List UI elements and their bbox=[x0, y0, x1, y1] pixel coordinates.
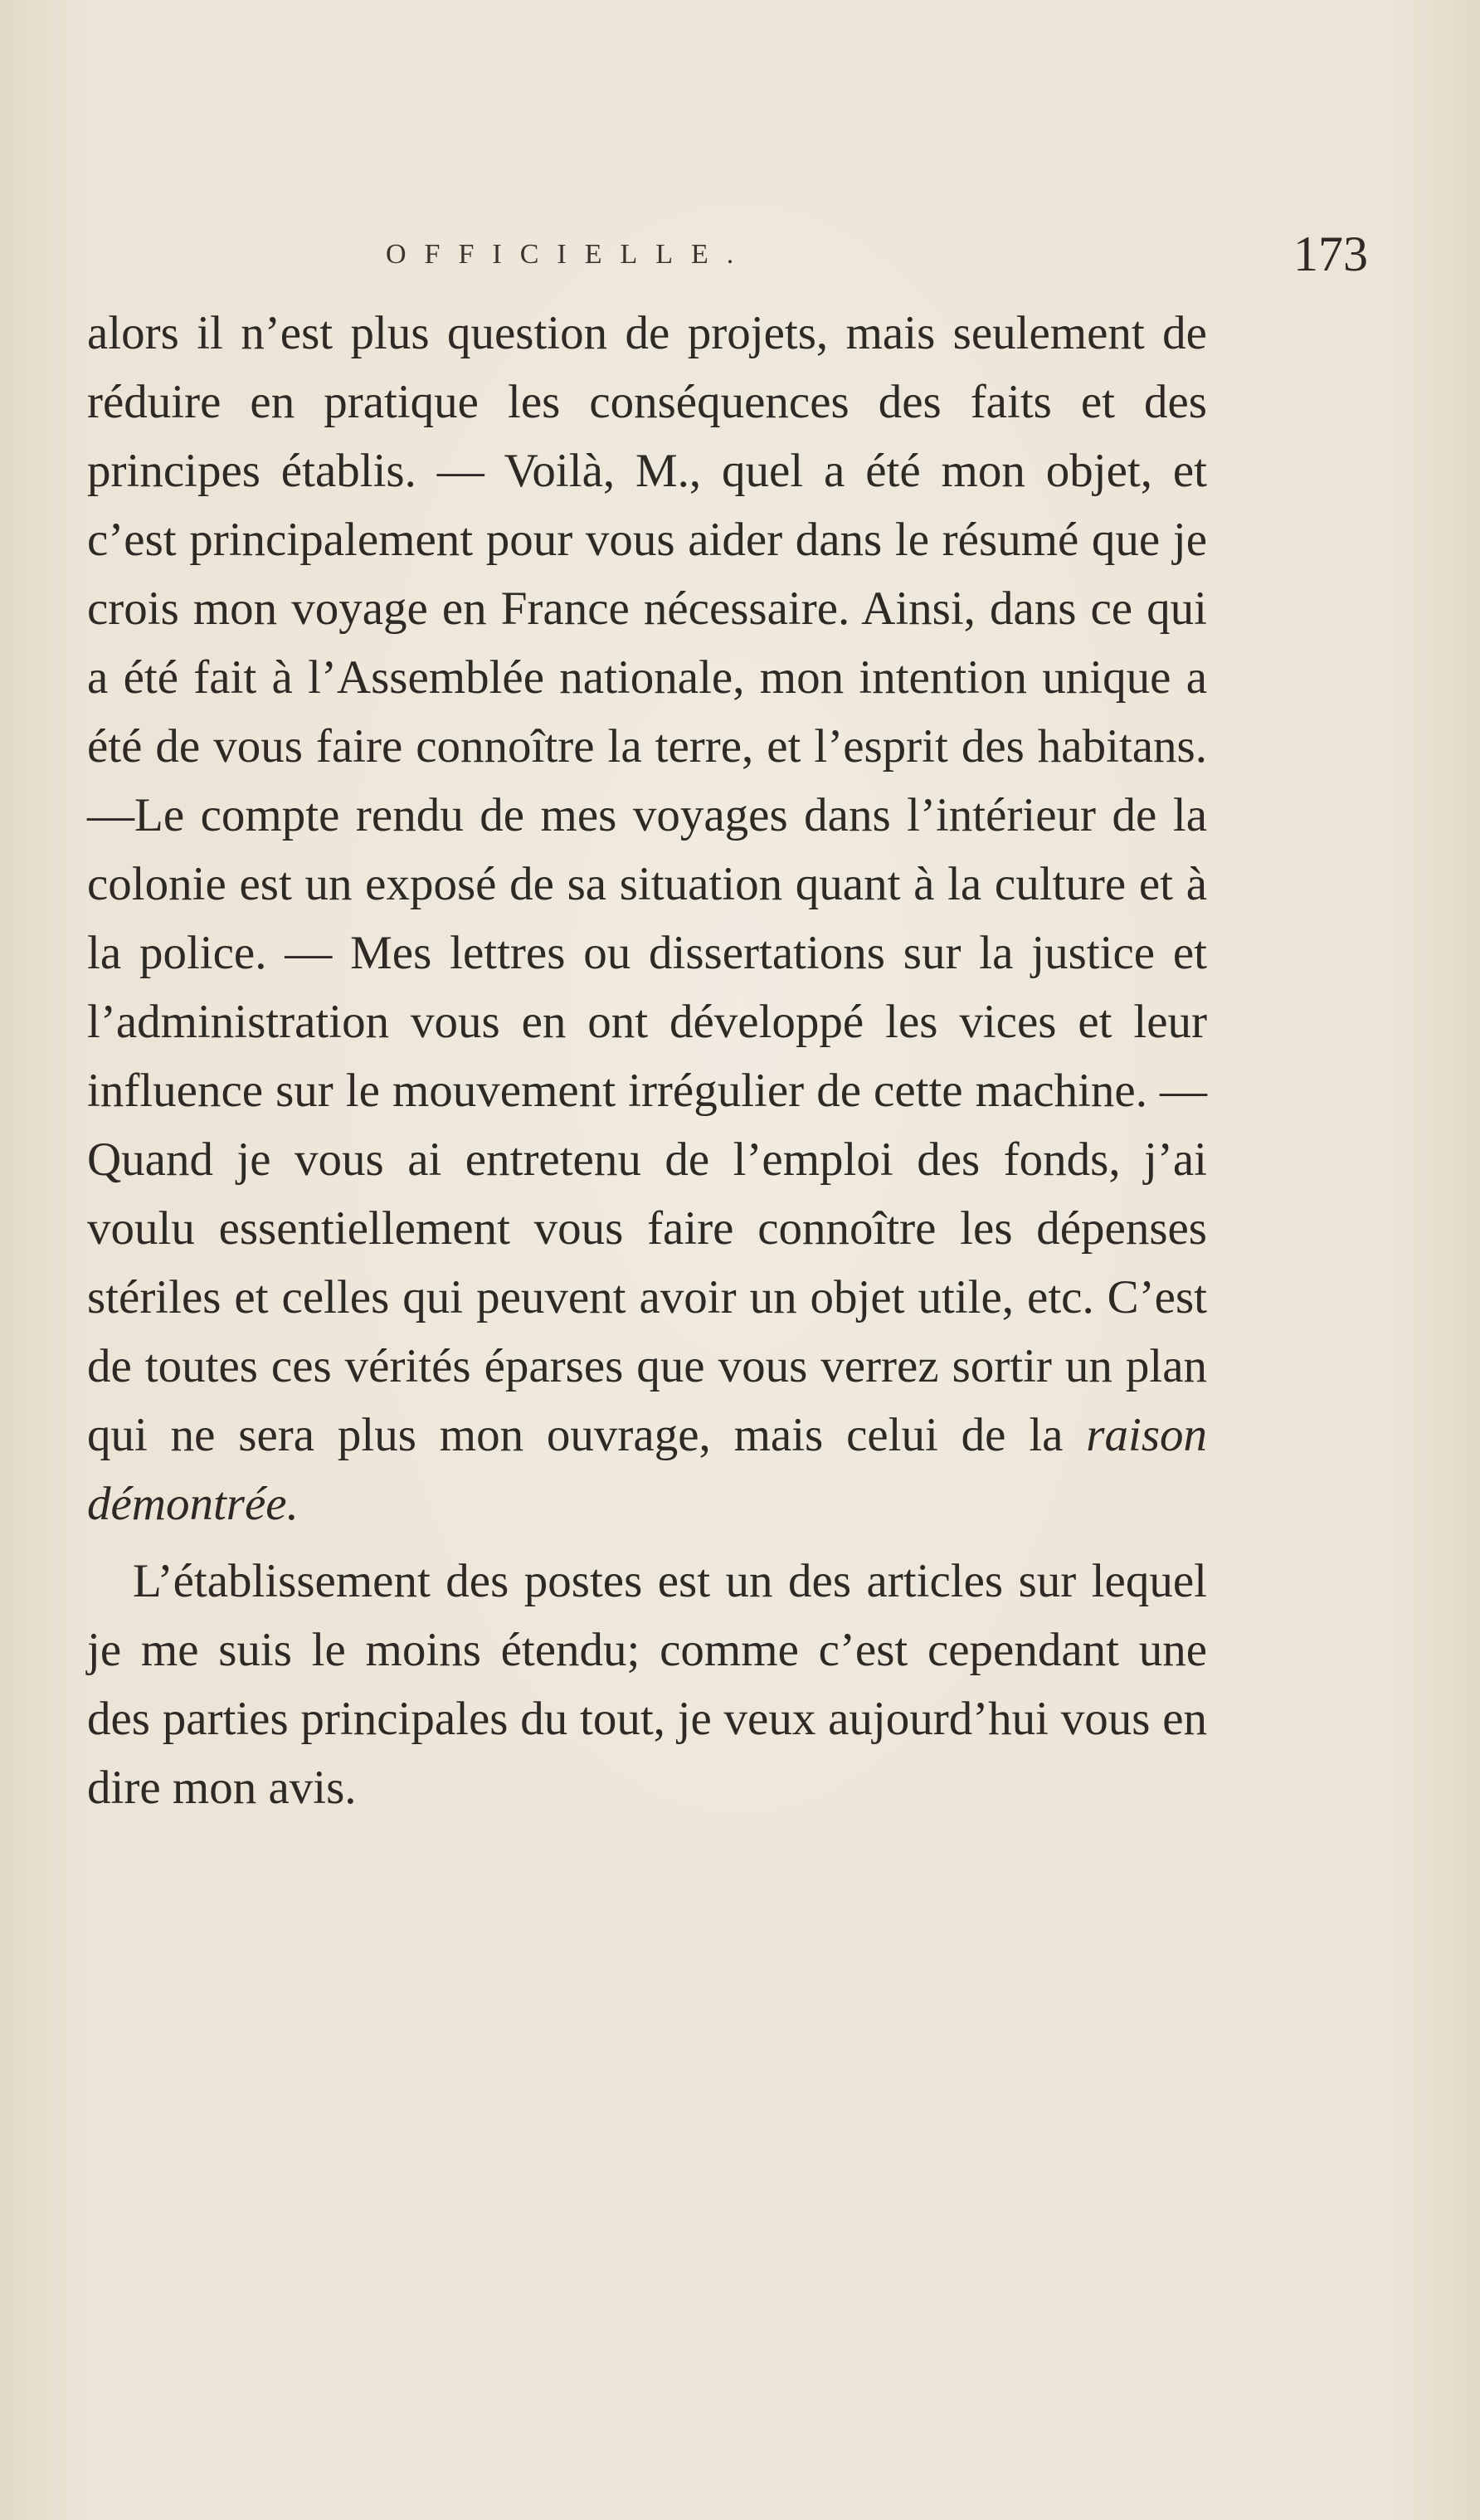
paragraph-1-italic: raison démontrée. bbox=[87, 1409, 1207, 1530]
paragraph-2-text: L’établissement des postes est un des articles sur lequel je me suis le moins étendu; comme c’est cependant une des parties principales du tout, je veux aujourd’hui vous en dire mon avis. bbox=[87, 1555, 1207, 1814]
page-number: 173 bbox=[1293, 227, 1368, 281]
running-head bbox=[87, 227, 1368, 282]
body-text bbox=[87, 299, 1207, 1822]
paragraph-1-text: alors il n’est plus question de projets, mais seulement de réduire en pratique les conséquences des faits et des principes établis. — Voilà, M., quel a été mon objet, et c’est principalement pour vous aider dans le résumé que je crois mon voyage en France nécessaire. Ainsi, dans ce qui a été fait à l’Assemblée nationale, mon intention unique a été de vous faire connoître la terre, et l’esprit des habitans.—Le compte rendu de mes voyages dans l’intérieur de la colonie est un exposé de sa situation quant à la culture et à la police. — Mes lettres ou dissertations sur la justice et l’administration vous en ont développé les vices et leur influence sur le mouvement irrégulier de cette machine. — Quand je vous ai entretenu de l’emploi des fonds, j’ai voulu essentiellement vous faire connoître les dépenses stériles et celles qui peuvent avoir un objet utile, etc. C’est de toutes ces vérités éparses que vous verrez sortir un plan qui ne sera plus mon ouvrage, mais celui de la bbox=[87, 307, 1207, 1461]
paragraph-1 bbox=[87, 299, 1207, 1538]
running-head-title: OFFICIELLE. bbox=[386, 239, 752, 270]
paragraph-2 bbox=[87, 1547, 1207, 1822]
